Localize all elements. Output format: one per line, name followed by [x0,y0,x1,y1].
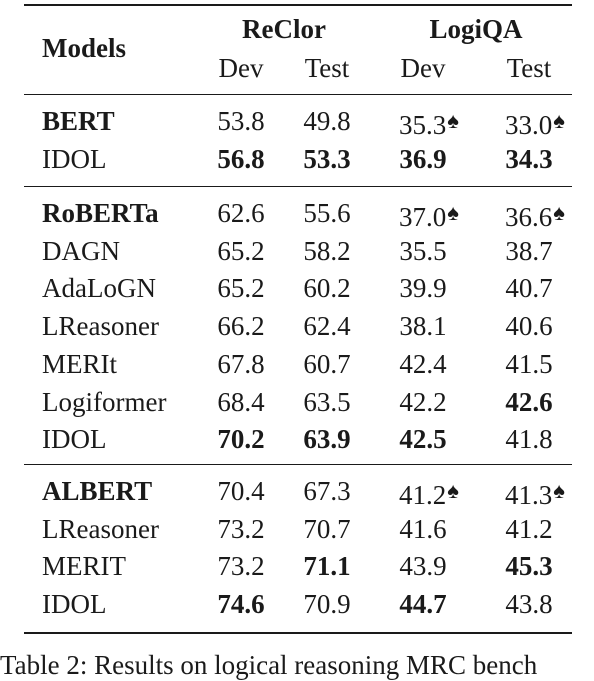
score-cell [399,589,446,619]
score-value: 42.6 [505,386,553,417]
score-cell [505,236,552,266]
score-value: 40.7 [505,273,553,304]
score-value: 70.9 [303,589,351,620]
score-value: 36.6 [505,202,553,232]
score-value: 42.2 [399,386,447,417]
score-cell [303,236,350,266]
score-value: 62.4 [303,311,351,342]
spade-icon: ♠ [447,200,459,225]
score-cell [217,424,264,454]
header-models: Models [42,33,126,63]
score-cell [217,311,264,341]
score-value: 73.2 [217,551,265,582]
model-name: LReasoner [42,513,159,544]
score-value: 43.9 [399,551,447,582]
model-name: Logiformer [42,386,167,417]
spade-icon: ♠ [447,108,459,133]
spade-icon: ♠ [553,108,565,133]
score-cell [399,144,446,174]
score-cell [399,236,446,266]
model-name: BERT [42,106,115,136]
score-value: 65.2 [217,273,265,304]
score-value: 55.6 [303,198,351,228]
header-reclor: ReClor [242,14,326,44]
group-separator-rule [24,186,572,187]
score-cell [505,387,552,417]
score-cell [505,589,552,619]
score-cell [303,198,350,228]
score-value: 70.7 [303,513,351,544]
score-cell [303,106,350,136]
score-value: 41.3 [505,480,553,510]
score-value: 36.9 [399,143,447,174]
score-value: 60.7 [303,348,351,379]
score-cell [303,144,350,174]
score-cell [399,349,446,379]
score-value: 39.9 [399,273,447,304]
spade-icon: ♠ [553,478,565,503]
score-cell [399,551,446,581]
score-value: 73.2 [217,513,265,544]
spade-icon: ♠ [553,200,565,225]
score-value: 34.3 [505,143,553,174]
score-cell [217,144,264,174]
score-value: 67.8 [217,348,265,379]
model-name: ALBERT [42,476,153,506]
score-cell [505,424,552,454]
score-value: 63.5 [303,386,351,417]
score-value: 33.0 [505,110,553,140]
score-cell [505,311,552,341]
spade-icon: ♠ [447,478,459,503]
score-cell [399,106,459,140]
score-value: 37.0 [399,202,447,232]
group-separator-rule [24,464,572,465]
score-cell [217,236,264,266]
score-value: 74.6 [217,589,265,620]
score-cell [505,551,552,581]
score-cell [399,311,446,341]
score-cell [505,514,552,544]
score-value: 41.5 [505,348,553,379]
score-cell [505,273,552,303]
model-name: IDOL [42,424,107,455]
score-cell [303,273,350,303]
score-cell [399,387,446,417]
score-value: 38.7 [505,235,553,266]
score-cell [399,514,446,544]
score-cell [217,476,264,506]
model-name: MERIT [42,551,126,582]
score-value: 44.7 [399,589,447,620]
bottom-rule [24,632,572,634]
score-cell [505,198,565,232]
score-value: 41.2 [399,480,447,510]
score-value: 66.2 [217,311,265,342]
score-value: 70.2 [217,424,265,455]
model-name: RoBERTa [42,198,159,228]
score-cell [303,424,350,454]
table-caption: Table 2: Results on logical reasoning MRC bench [0,650,538,680]
score-cell [399,476,459,510]
score-value: 41.2 [505,513,553,544]
score-value: 53.8 [217,106,265,136]
score-value: 35.3 [399,110,447,140]
score-value: 67.3 [303,476,351,506]
model-name: IDOL [42,589,107,620]
score-value: 65.2 [217,235,265,266]
subheader-logiqa-test: Test [506,53,552,83]
score-value: 60.2 [303,273,351,304]
top-rule [24,4,572,6]
score-value: 62.6 [217,198,265,228]
score-value: 41.8 [505,424,553,455]
score-cell [303,476,350,506]
score-cell [505,349,552,379]
score-cell [303,387,350,417]
subheader-reclor-test: Test [304,53,350,83]
score-cell [399,198,459,232]
score-value: 35.5 [399,235,447,266]
score-cell [217,106,264,136]
score-cell [303,551,350,581]
group-separator-rule [24,94,572,95]
score-value: 38.1 [399,311,447,342]
score-cell [399,273,446,303]
subheader-reclor-dev: Dev [218,53,264,83]
subheader-logiqa-dev: Dev [400,53,446,83]
score-value: 49.8 [303,106,351,136]
score-cell [217,514,264,544]
model-name: AdaLoGN [42,273,156,304]
score-value: 45.3 [505,551,553,582]
score-value: 41.6 [399,513,447,544]
score-value: 42.4 [399,348,447,379]
score-value: 70.4 [217,476,265,506]
score-cell [217,273,264,303]
score-cell [217,589,264,619]
score-value: 58.2 [303,235,351,266]
score-cell [303,514,350,544]
score-cell [303,349,350,379]
score-cell [505,476,565,510]
score-value: 71.1 [303,551,351,582]
model-name: DAGN [42,235,120,266]
score-cell [217,387,264,417]
score-cell [217,349,264,379]
score-value: 56.8 [217,143,265,174]
header-logiqa: LogiQA [429,14,523,44]
model-name: IDOL [42,143,107,174]
score-value: 43.8 [505,589,553,620]
model-name: LReasoner [42,311,159,342]
score-cell [303,589,350,619]
score-cell [303,311,350,341]
score-value: 63.9 [303,424,351,455]
score-value: 53.3 [303,143,351,174]
model-name: MERIt [42,348,118,379]
score-value: 42.5 [399,424,447,455]
score-value: 40.6 [505,311,553,342]
score-cell [505,106,565,140]
score-cell [217,198,264,228]
score-cell [505,144,552,174]
score-value: 68.4 [217,386,265,417]
score-cell [399,424,446,454]
score-cell [217,551,264,581]
